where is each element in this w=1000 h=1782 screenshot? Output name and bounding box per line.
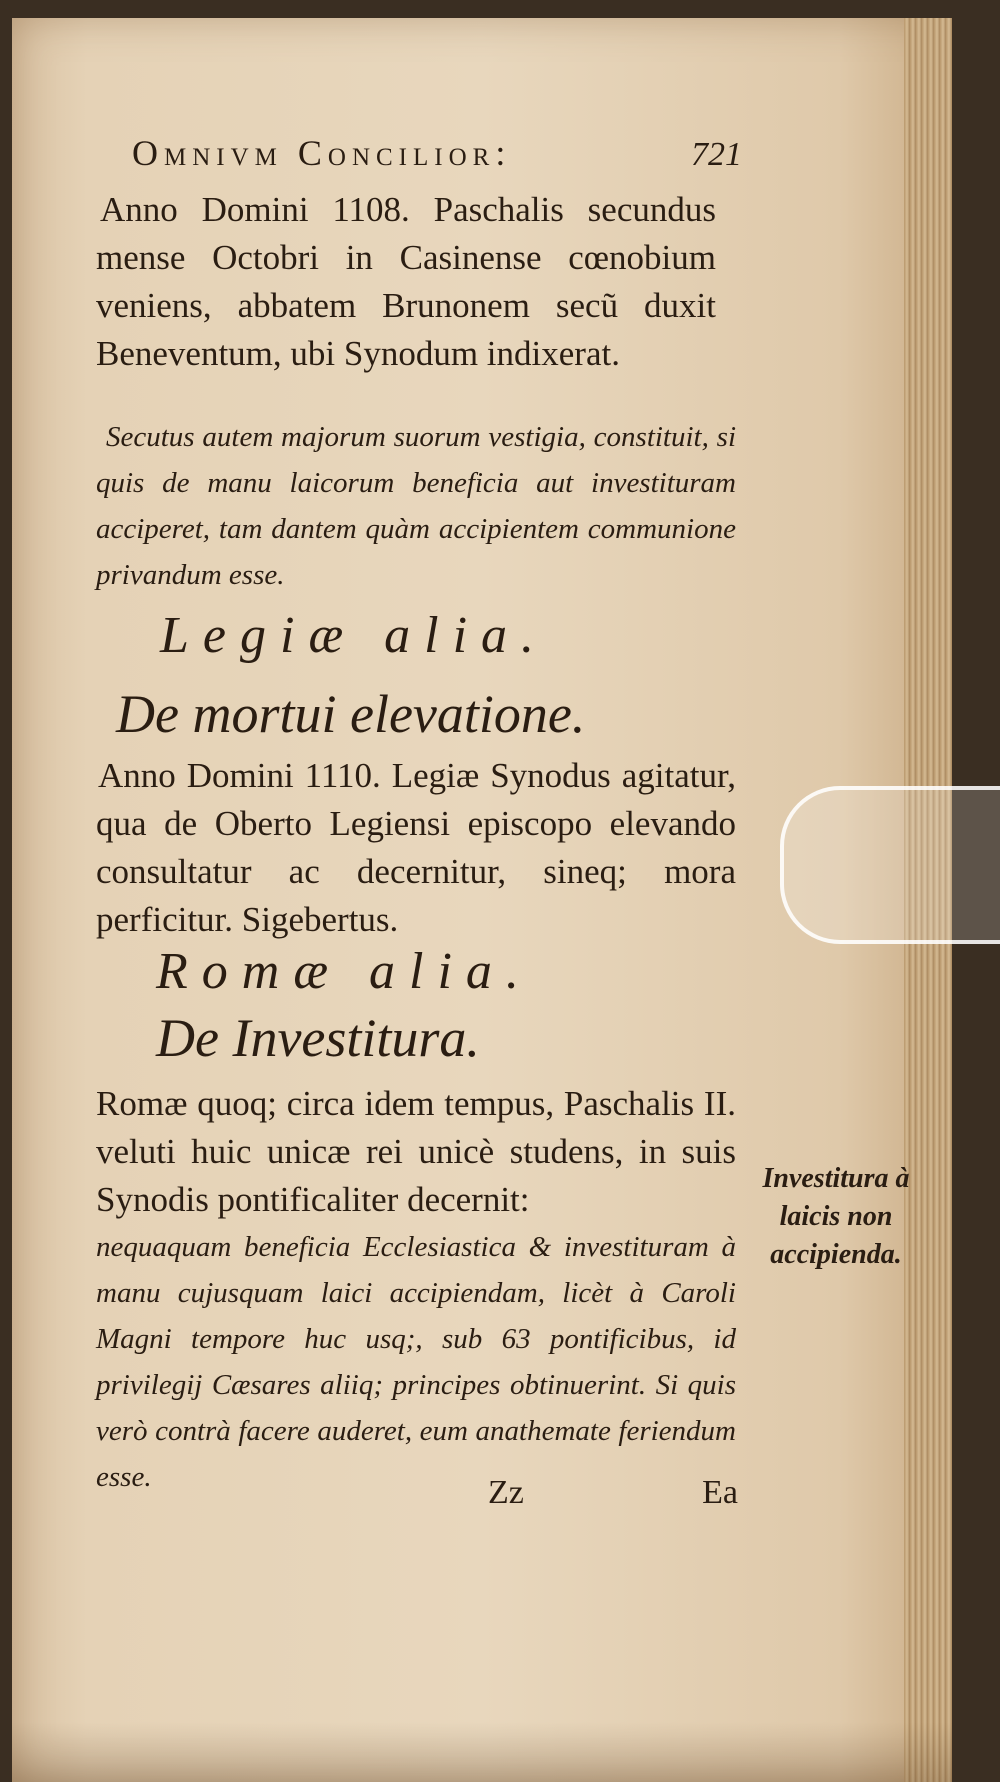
- section-subheading-1: De mortui elevatione.: [116, 684, 586, 744]
- section-heading-2: Romæ alia.: [156, 943, 533, 1000]
- paragraph-3: [96, 752, 736, 944]
- paragraph-2: [96, 414, 736, 598]
- marginal-note: Investitura à laicis non accipienda.: [762, 1163, 910, 1270]
- page-shadow: [12, 1722, 952, 1782]
- section-subheading-2: De Investitura.: [156, 1008, 480, 1068]
- signature-mark: Zz: [488, 1474, 524, 1511]
- paragraph-1: [96, 186, 716, 378]
- paragraph-4: [96, 1080, 736, 1500]
- page-footer: [488, 1474, 738, 1512]
- paragraph-2-text: Secutus autem majorum suorum vestigia, constituit, si quis de manu laicorum beneficia aut investituram acciperet, tam dantem quàm accipientem communione privandum esse.: [96, 421, 736, 591]
- section-heading-1: Legiæ alia.: [160, 607, 549, 664]
- page-clip: [780, 786, 1000, 944]
- catchword: Ea: [702, 1474, 738, 1511]
- paragraph-1-text: Anno Domini 1108. Paschalis secundus mense Octobri in Casinense cœnobium veniens, abbatem Brunonem secũ duxit Beneventum, ubi Synodum indixerat.: [96, 190, 716, 373]
- paragraph-3-text: Anno Domini 1110. Legiæ Synodus agitatur, qua de Oberto Legiensi episcopo elevando consultatur ac decernitur, sineq; mora perficitur. Sigebertus.: [96, 756, 736, 939]
- paragraph-4-roman: Romæ quoq; circa idem tempus, Paschalis II. veluti huic unicæ rei unicè studens, in suis Synodis pontificaliter decernit:: [96, 1084, 736, 1219]
- page-number: 721: [691, 136, 742, 173]
- running-title: Omnivm Concilior:: [132, 133, 512, 173]
- paragraph-4-italic: nequaquam beneficia Ecclesiastica & investituram à manu cujusquam laici accipiendam, licèt à Caroli Magni tempore huc usq;, sub 63 pontificibus, id privilegij Cæsares aliiq; principes obtinuerint. Si quis verò contrà facere auderet, eum anathemate feriendum esse.: [96, 1231, 736, 1493]
- page-header: [132, 132, 742, 174]
